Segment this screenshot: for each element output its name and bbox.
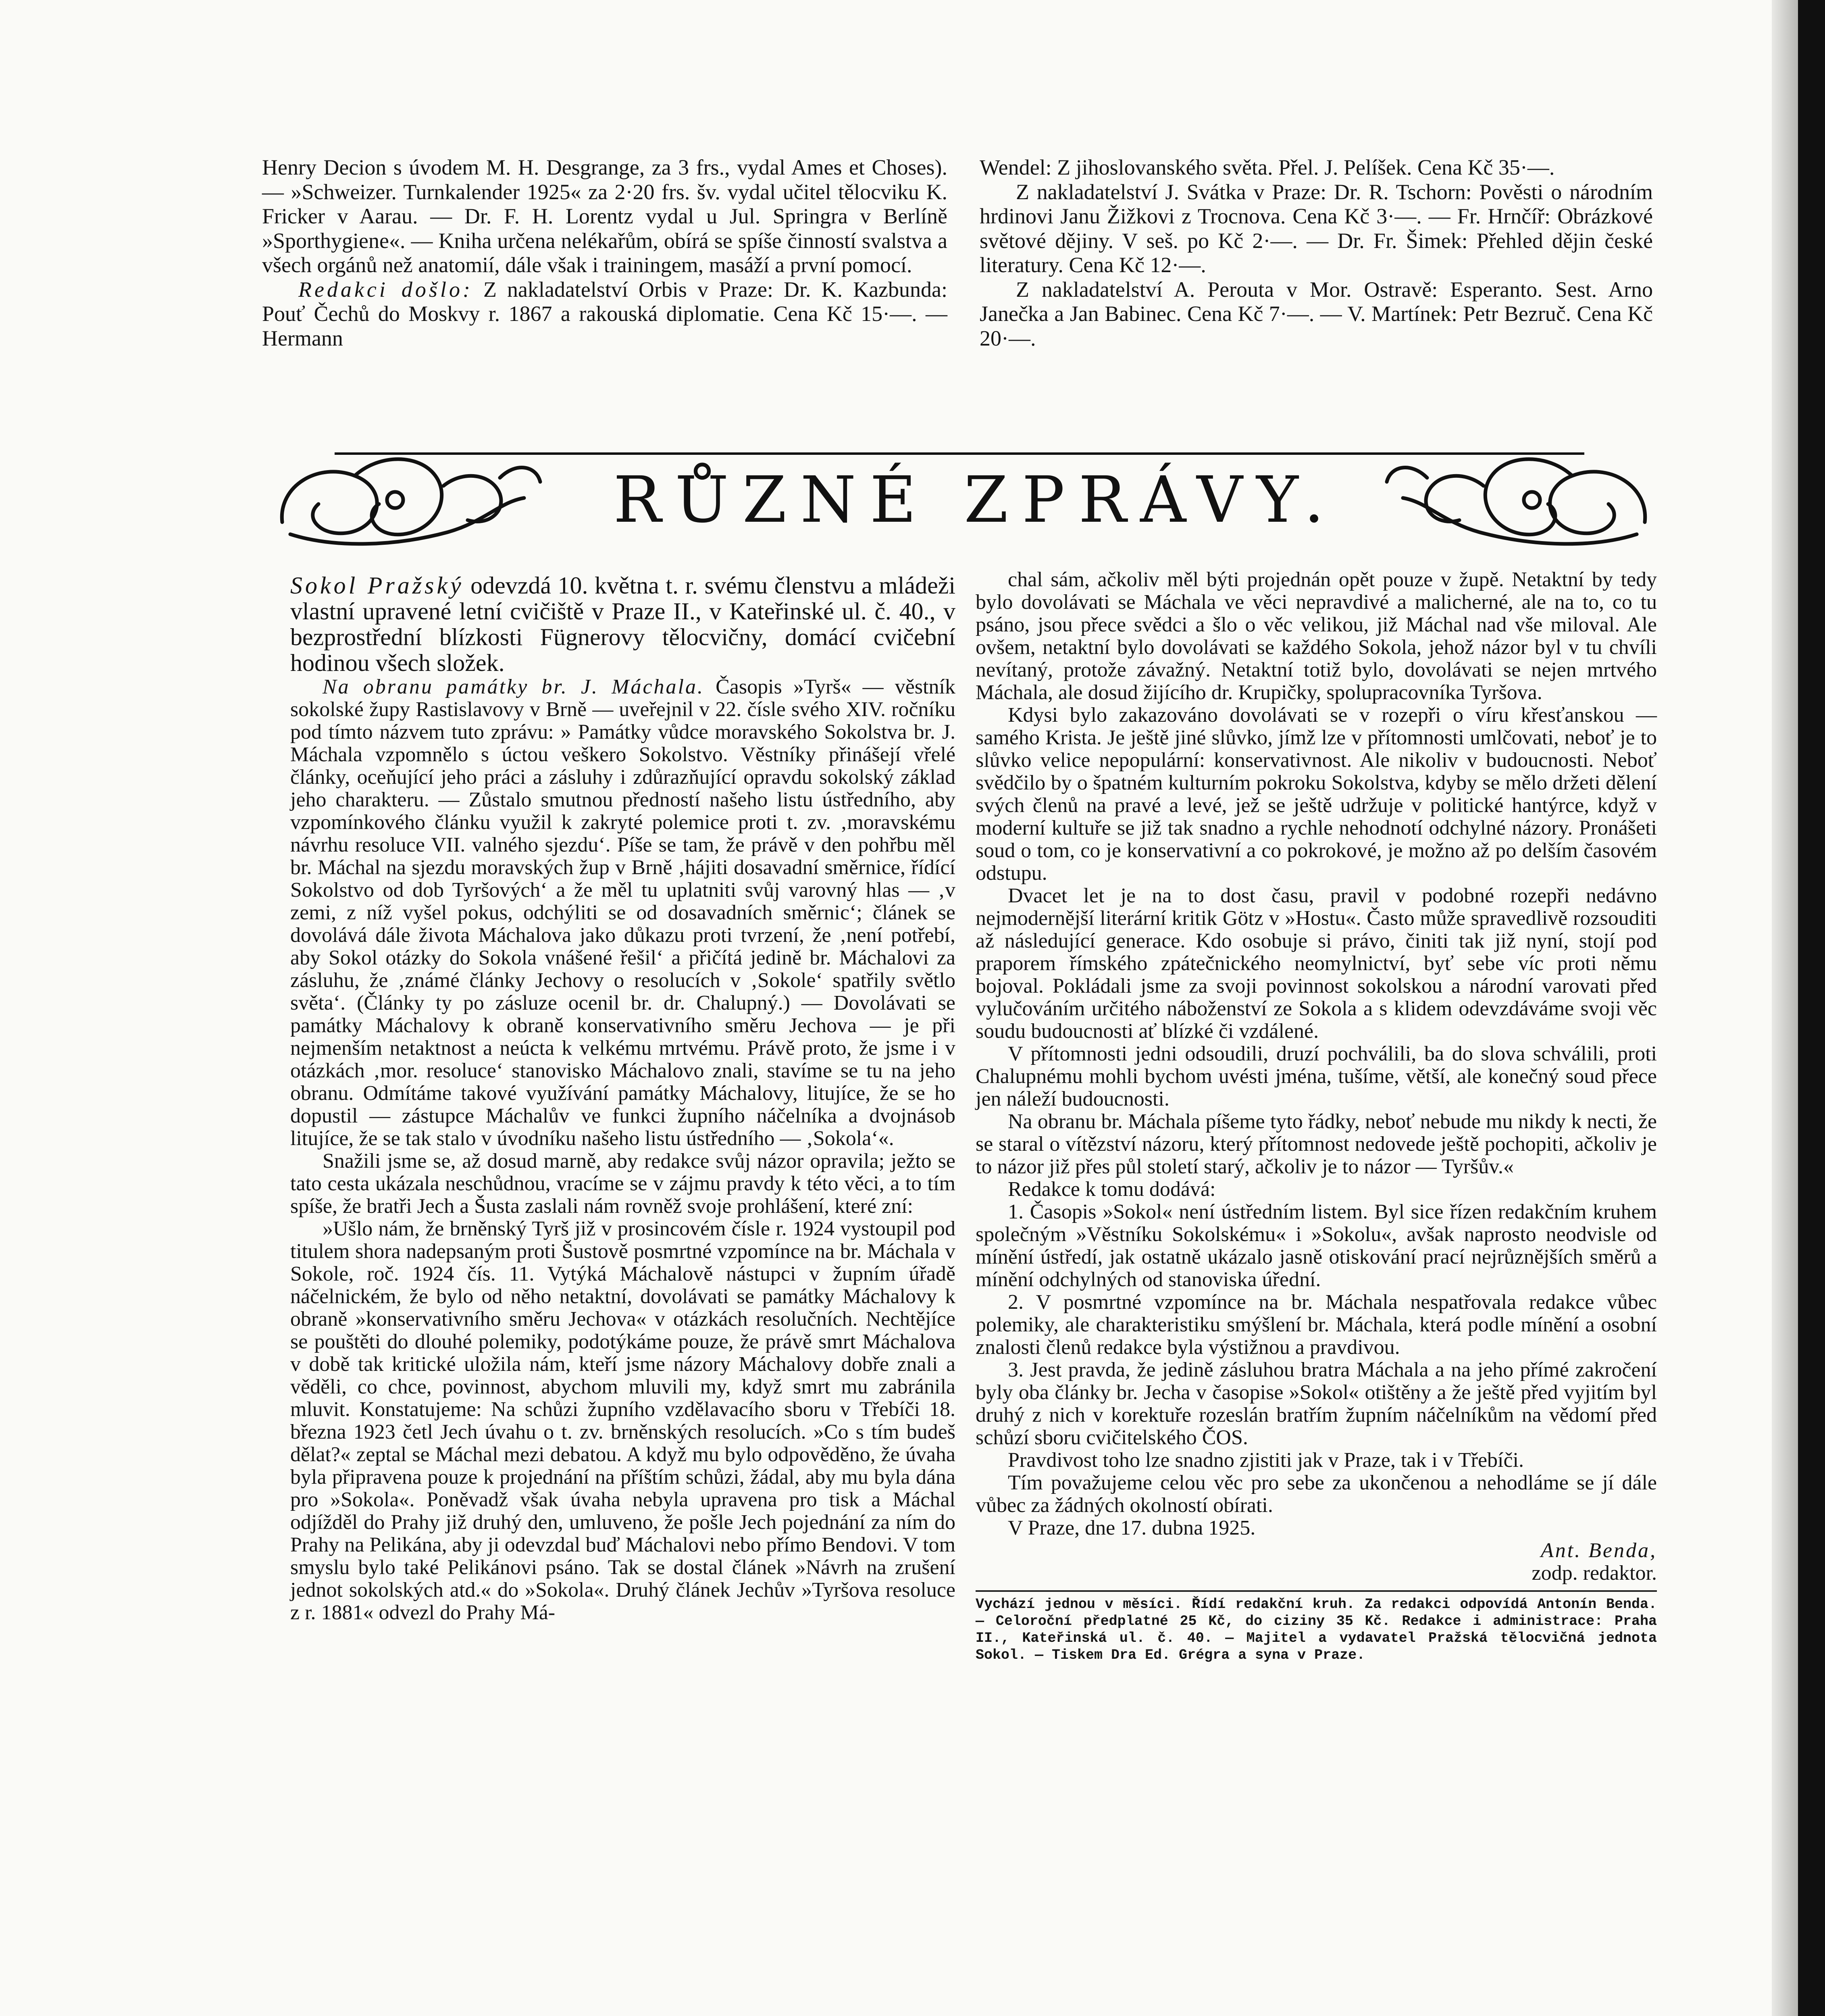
book-notes-paragraph: Henry Decion s úvodem M. H. Desgrange, za 3 frs., vydal Ames et Choses). — »Schweizer. Turnkalender 1925« za 2·20 frs. šv. vydal učitel tělocviku K. Fricker v Aarau. — Dr. F. H. Lorentz vydal u Jul. Springra v Berlíně »Sporthygiene«. — Kniha určena nelékařům, obírá se spíše činností svalstva a všech orgánů než anatomií, dále však i trainingem, masáží a první pomocí. (262, 155, 947, 277)
received-text: Z nakladatelství Orbis v Praze: Dr. K. Kazbunda: Pouť Čechů do Moskvy r. 1867 a rakouská diplomatie. Cena Kč 15·—. — Hermann (262, 277, 947, 350)
statement-paragraph-4: V přítomnosti jedni odsoudili, druzí pochválili, ba do slova schválili, proti Chalupnému mohli bychom uvésti jména, tušíme, větší, ale konečný soud přece jen náleží budoucnosti. (976, 1042, 1657, 1110)
colophon-rule (976, 1590, 1657, 1592)
signature: Ant. Benda, (1540, 1539, 1657, 1562)
sokol-prazsky-text: odevzdá 10. května t. r. svému členstvu a mládeži vlastní upravené letní cvičiště v Praze II., v Kateřinské ul. č. 40., v bezprostřední blízkosti Fügnerovy tělocvičny, domácí cvičební hodinou všech složek. (290, 572, 955, 676)
editorial-intro: Redakce k tomu dodává: (1008, 1178, 1216, 1201)
statement-continued: chal sám, ačkoliv měl býti projednán opět pouze v župě. Netaktní by tedy bylo dovolávati se Máchala ve věci nepravdivé a malicherné, ale na to, co tu psáno, jsou přece svědci a šlo o věc velikou, již Máchal nad vše miloval. Ale ovšem, netaktní bylo dovolávati se každého Sokola, jehož názor byl v tu chvíli nevítaný, protože závažný. Netaktní totiž bylo, dovolávati se nejen mrtvého Máchala, ale dosud žijícího dr. Krupičky, spolupracovníka Tyršova. (976, 568, 1657, 704)
statement-paragraph-5: Na obranu br. Máchala píšeme tyto řádky, neboť nebude mu nikdy k necti, že se staral o vítězství názoru, který přítomnost nedovede ještě pochopiti, ačkoliv je to názor již přes půl století starý, ačkoliv je to názor — Tyršův.« (976, 1110, 1657, 1178)
section-title: RŮZNÉ ZPRÁVY. (613, 463, 1338, 537)
top-left-column (262, 155, 947, 350)
machal-defense-heading: Na obranu památky br. J. Máchala. (323, 675, 704, 698)
editor-attempt-paragraph: Snažili jsme se, až dosud marně, aby redakce svůj názor opravila; ježto se tato cesta ukázala neschůdnou, vracíme se v zájmu pravdy k této věci, a to tím spíše, že bratři Jech a Šusta zaslali nám rovněž svoje prohlášení, které zní: (290, 1150, 955, 1218)
colophon-text: Vychází jednou v měsíci. Řídí redakční kruh. Za redakci odpovídá Antonín Benda. — Celoroční předplatné 25 Kč, do ciziny 35 Kč. Redakce i administrace: Praha II., Kateřinská ul. č. 40. — Majitel a vydavatel Pražská tělocvičná jednota Sokol. — Tiskem Dra Ed. Grégra a syna v Praze. (976, 1596, 1657, 1663)
book-notes-continued: Wendel: Z jihoslovanského světa. Přel. J. Pelíšek. Cena Kč 35·—. (980, 155, 1555, 179)
right-article-column (976, 569, 1657, 1664)
perout-books-paragraph: Z nakladatelství A. Perouta v Mor. Ostravě: Esperanto. Sest. Arno Janečka a Jan Babinec. Cena Kč 7·—. — V. Martínek: Petr Bezruč. Cena Kč 20·—. (980, 277, 1653, 350)
jech-susta-statement: »Ušlo nám, že brněnský Tyrš již v prosincovém čísle r. 1924 vystoupil pod titulem shora nadepsaným proti Šustově posmrtné vzpomínce na br. Máchala v Sokole, roč. 1924 čís. 11. Vytýká Máchalově nástupci v župním úřadě náčelnickém, že bylo od něho netaktní, dovolávati se památky Máchalovy k obraně »konservativního směru Jechova« v otázkách resolučních. Nechtějíce se pouštěti do dlouhé polemiky, podotýkáme pouze, že právě smrt Máchalova v době tak kritické uložila nám, kteří jsme názory Máchalovy dobře znali a věděli, co chce, povinnost, abychom mluvili my, když smrt mu zabránila mluvit. Konstatujeme: Na schůzi župního vzdělavacího sboru v Třebíči 18. března 1923 četl Jech úvahu o t. zv. brněnských resolucích. »Co s tím budeš dělat?« zeptal se Máchal mezi debatou. A když mu bylo odpověděno, že úvaha byla připravena pouze k projednání na příštím schůzi, žádal, aby mu byla dána pro »Sokola«. Poněvadž však úvaha nebyla upravena pro tisk a Máchal odjížděl do Prahy již druhý den, umluveno, že pošle Jech pojednání za ním do Prahy na Pelikána, aby ji odevzdal buď Máchalovi nebo přímo Bendovi. V tom smyslu bylo také Pelikánovi psáno. Tak se dostal článek »Návrh na zrušení jednot sokolských atd.« do »Sokola«. Druhý článek Jechův »Tyršova resoluce z r. 1881« odvezl do Prahy Má- (290, 1217, 955, 1624)
top-right-column (980, 155, 1653, 350)
statement-paragraph-3: Dvacet let je na to dost času, pravil v podobné rozepři nedávno nejmodernější literární kritik Götz v »Hostu«. Často může spravedlivě rozsouditi až následující generace. Kdo osobuje si právo, činiti tak již nyní, stojí pod praporem římského zpátečnického neomylnictví, byť sebe víc proti němu bojoval. Pokládali jsme za svoji povinnost sokolskou a národní varovati před vylučováním určitého náboženství ze Sokola a s klidem odevzdáváme svoji věc soudu budoucnosti ať blízké či vzdálené. (976, 884, 1657, 1043)
received-label: Redakci došlo: (298, 277, 473, 302)
signature-role: zodp. redaktor. (1532, 1562, 1657, 1585)
editorial-date: V Praze, dne 17. dubna 1925. (1008, 1516, 1256, 1539)
editorial-truth: Pravdivost toho lze snadno zjistiti jak v Praze, tak i v Třebíči. (1008, 1449, 1524, 1472)
sokol-prazsky-paragraph (290, 573, 955, 676)
left-article-column (290, 573, 955, 1624)
machal-defense-text: Časopis »Tyrš« — věstník sokolské župy Rastislavovy v Brně — uveřejnil v 22. čísle svého XIV. ročníku pod tímto názvem tuto zprávu: » Památky vůdce moravského Sokolstva br. J. Máchala vzpomnělo s úctou veškero Sokolstvo. Věstníky přinášejí vřelé články, oceňující jeho práci a zásluhy i zdůrazňující opravdu sokolský základ jeho charakteru. — Zůstalo smutnou předností našeho listu ústředního, aby vzpomínkového článku využil k zakryté polemice proti t. zv. ‚moravskému návrhu resoluce VII. valného sjezdu‘. Píše se tam, že právě v den pohřbu měl br. Máchal na sjezdu moravských žup v Brně ‚hájiti dosavadní směrnice, řídící Sokolstvo od dob Tyršových‘ a že měl tu uplatniti svůj varovný hlas — ‚v zemi, z níž vyšel pokus, odchýliti se od dosavadních směrnic‘; článek se dovolává dále života Máchalova jako důkazu proti tvrzení, že ‚není potřebí, aby Sokol otázky do Sokola vnášené řešil‘ a přičítá jedině br. Máchalovi za zásluhu, že ‚známé články Jechovy o resolucích v ‚Sokole‘ spatřily světlo světa‘. (Články ty po zásluze ocenil br. dr. Chalupný.) — Dovolávati se památky Máchalovy k obraně konservativního směru Jechova — je při nejmenším netaktnost a neúcta k velkému mrtvému. Právě proto, že jsme i v otázkách ‚mor. resoluce‘ stanovisko Máchalovo znali, stavíme se tu na jeho obranu. Odmítáme takové využívání památky Máchalovy, litujíce, že se ho dopustil — zástupce Máchalův ve funkci župního náčelníka a dvojnásob litujíce, že se tak stalo v úvodníku našeho listu ústředního — ‚Sokola‘«. (290, 675, 955, 1150)
received-books-paragraph (262, 277, 947, 351)
svatek-books-paragraph: Z nakladatelství J. Svátka v Praze: Dr. R. Tschorn: Pověsti o národním hrdinovi Janu Žižkovi z Trocnova. Cena Kč 3·—. — Fr. Hrnčíř: Obrázkové světové dějiny. V seš. po Kč 2·—. — Dr. Fr. Šimek: Přehled dějin české literatury. Cena Kč 12·—. (980, 179, 1653, 277)
editorial-point-3: 3. Jest pravda, že jedině zásluhou bratra Máchala a na jeho přímé zakročení byly oba články br. Jecha v časopise »Sokol« otištěny a že ještě před vyjitím byl druhý z nich v korektuře rozeslán bratřím župním náčelníkům na vědomí před schůzí sboru cvičitelského ČOS. (976, 1358, 1657, 1449)
section-banner (274, 437, 1653, 558)
editorial-point-1: 1. Časopis »Sokol« není ústředním listem. Byl sice řízen redakčním kruhem společným »Věstníku Sokolskému« i »Sokolu«, avšak naprosto neodvisle od mínění ústředí, jak ostatně ukázalo jasně otiskování prací nejrůznějších směrů a mínění odchylných od stanoviska úřední. (976, 1200, 1657, 1291)
machal-defense-paragraph (290, 676, 955, 1150)
page-edge-shadow (1772, 0, 1798, 2016)
editorial-point-2: 2. V posmrtné vzpomínce na br. Máchala nespatřovala redakce vůbec polemiky, ale charakteristiku smýšlení br. Máchala, která podle mínění a osobní znalosti členů redakce byla výstižnou a pravdivou. (976, 1291, 1657, 1359)
sokol-prazsky-label: Sokol Pražský (290, 572, 464, 599)
editorial-closing: Tím považujeme celou věc pro sebe za ukončenou a nehodláme se jí dále vůbec za žádných okolností obírati. (976, 1471, 1657, 1517)
colophon (976, 1596, 1657, 1664)
statement-paragraph-2: Kdysi bylo zakazováno dovolávati se v rozepři o víru křesťanskou — samého Krista. Je ještě jiné slůvko, jímž lze v přítomnosti umlčovati, neboť je to slůvko velice nepopulární: konservativnost. Ale nikoliv v budoucnosti. Neboť svědčilo by o špatném kulturním pokroku Sokolstva, kdyby se mělo držeti dělení svých členů na pravé a levé, jež se ještě udržuje v politické hantýrce, když v moderní kultuře se již tak snadno a rychle nehodnotí odchylné názory. Pronášeti soud o tom, co je konservativní a co pokrokové, je možno až po delším časovém odstupu. (976, 704, 1657, 885)
